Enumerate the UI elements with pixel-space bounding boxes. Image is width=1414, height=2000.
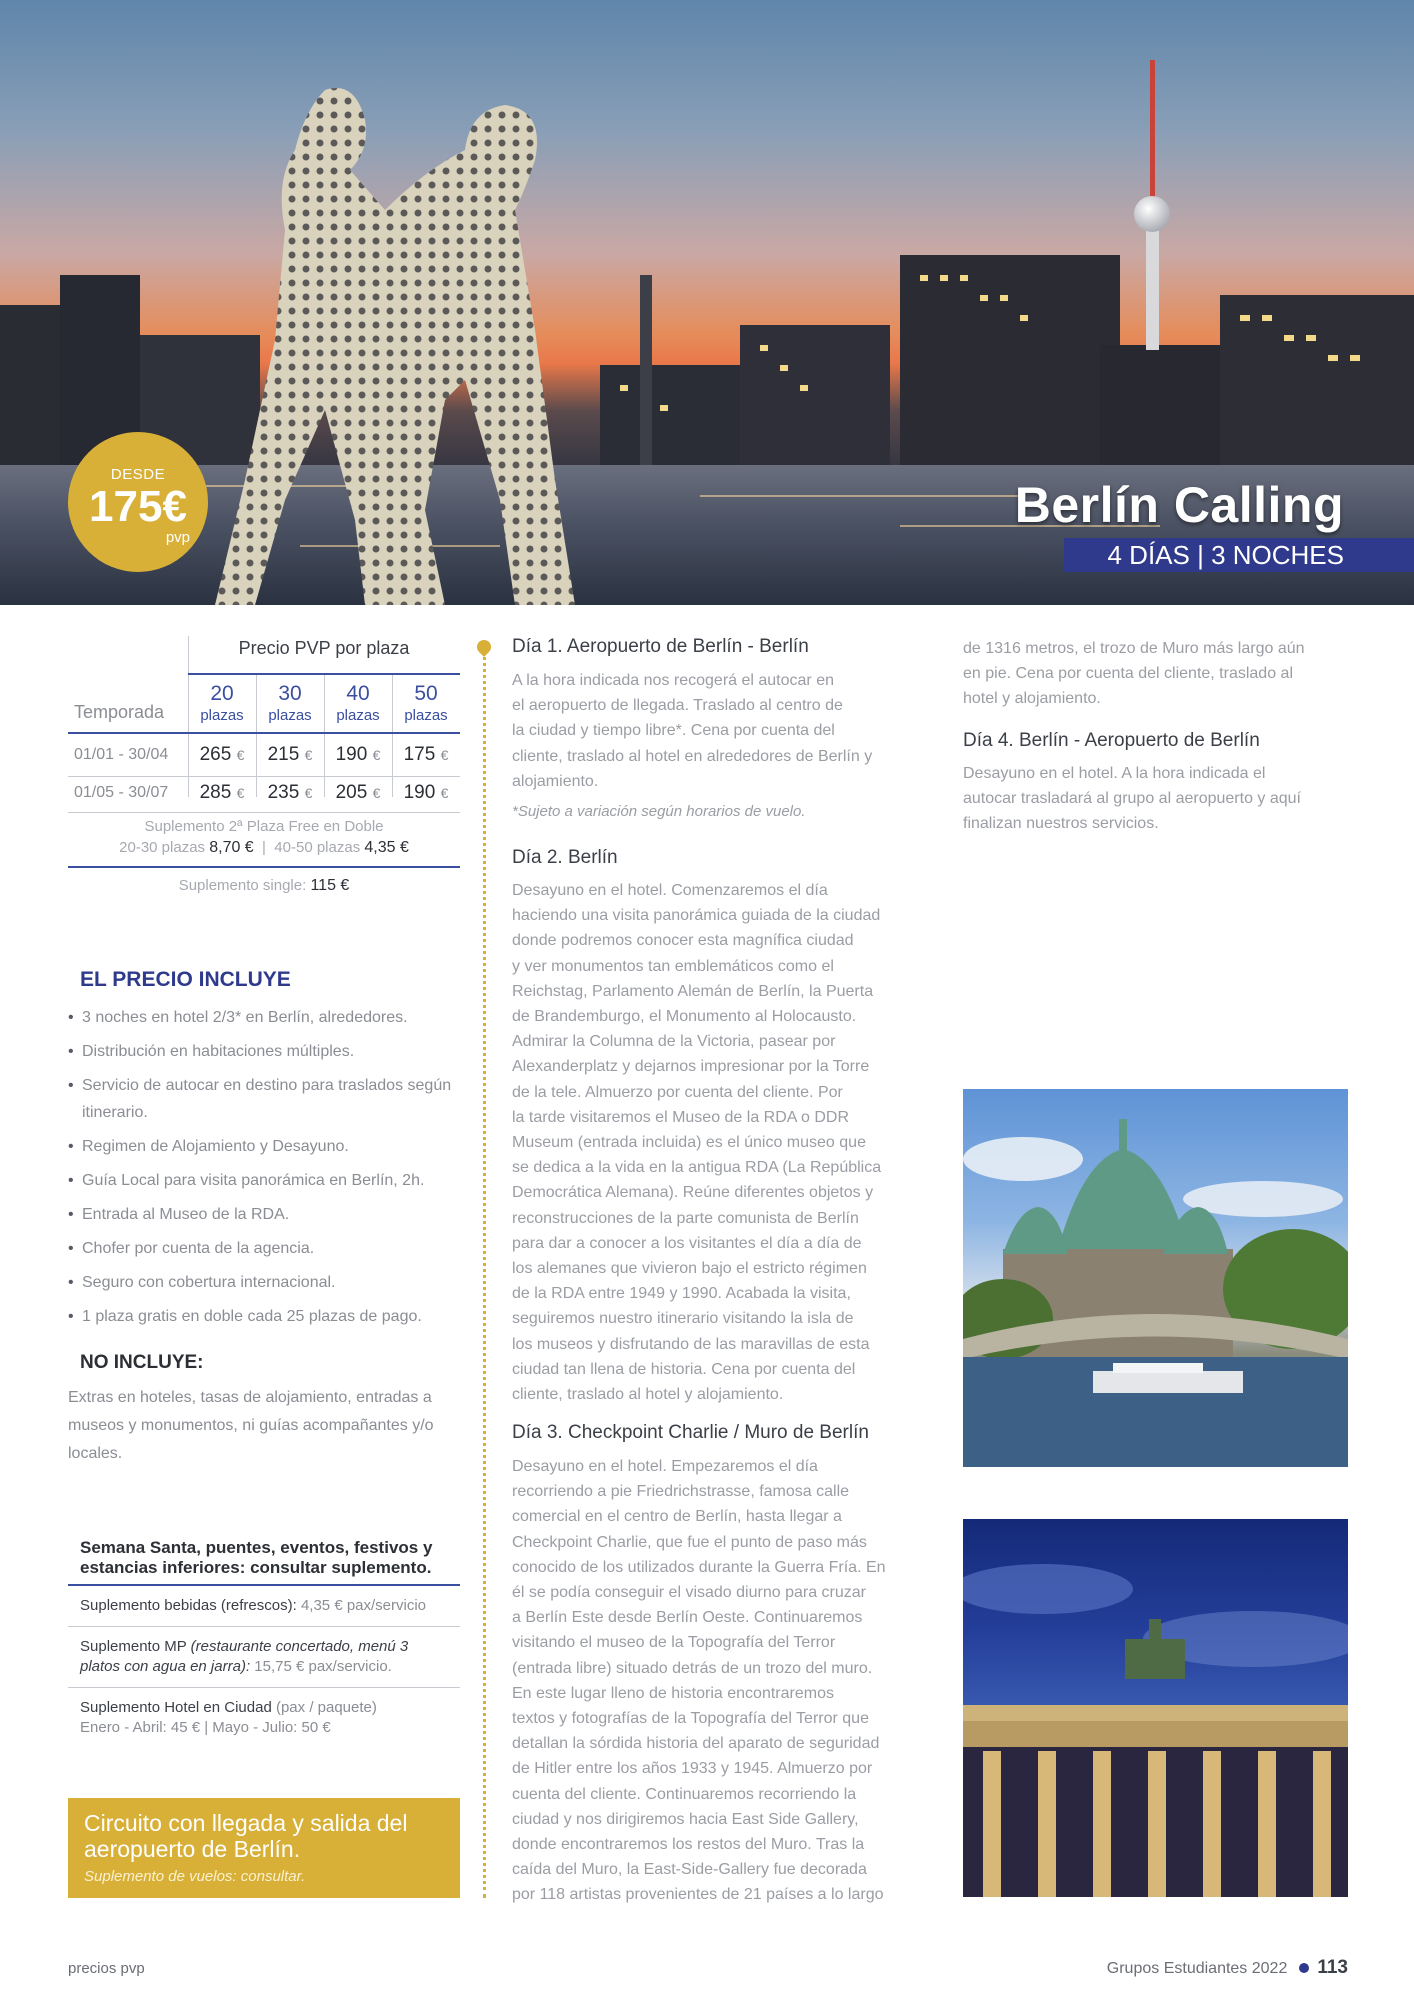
footer-left-label: precios pvp — [68, 1960, 145, 1977]
day2-text: Desayuno en el hotel. Comenzaremos el día haciendo una visita panorámica guiada de la ciudad donde podremos conocer esta magnífica ciudad y ver monumentos tan emblemáticos como el Reichstag, Parlamento Alemán de Berlín, la Puerta de Brandemburgo, el Monumento al Holocausto. Admirar la Columna de la Victoria, pasear por Alexanderplatz y dejarnos impresionar por la Torre de la tele. Almuerzo por cuenta del cliente. Por la tarde visitaremos el Museo de la RDA o DDR Museum (entrada incluida) es el único museo que se dedica a la vida en la antigua RDA (La República Democrática Alemana). Reúne diferentes objetos y reconstrucciones de la parte comunista de Berlín para dar a conocer a los visitantes el día a día de los alemanes que vivieron bajo el estricto régimen de la RDA entre 1949 y 1990. Acabada la visita, seguiremos nuestro itinerario visitando la isla de los museos y disfrutando de las maravillas de esta ciudad tan llena de historia. Cena por cuenta del cliente, traslado al hotel y alojamiento. — [512, 882, 882, 1404]
circuit-callout — [68, 1798, 460, 1898]
footer-publication-label: Grupos Estudiantes 2022 — [1106, 1960, 1288, 1977]
badge-pvp-label: pvp — [165, 529, 190, 546]
city-skyline-illustration — [0, 215, 1414, 475]
footer-right — [1107, 1957, 1348, 1979]
day3-continuation: de 1316 metros, el trozo de Muro más largo aún en pie. Cena por cuenta del cliente, traslado al hotel y alojamiento. — [963, 640, 1305, 708]
tv-tower-spire — [1150, 60, 1155, 210]
brandenburg-gate-photo — [963, 1519, 1348, 1897]
circuit-subtitle: Suplemento de vuelos: consultar. — [84, 1868, 306, 1885]
single-supplement: Suplemento single: 115 € — [178, 877, 350, 894]
season-row-2: 01/05 - 30/07 — [74, 784, 169, 801]
page-title: Berlín Calling — [1014, 477, 1344, 533]
list-item: • 3 noches en hotel 2/3* en Berlín, alrededores. — [68, 1004, 460, 1031]
price-cell: 235 € — [267, 782, 313, 803]
price-table-header: Precio PVP por plaza — [238, 638, 410, 658]
list-item: • Seguro con cobertura internacional. — [68, 1269, 460, 1296]
supplement-city-hotel: Suplemento Hotel en Ciudad (pax / paquete) Enero - Abril: 45 € | Mayo - Julio: 50 € — [80, 1699, 377, 1736]
price-badge — [68, 432, 208, 572]
badge-amount: 175€ — [89, 482, 187, 531]
price-cell: 205 € — [335, 782, 381, 803]
day3-text: Desayuno en el hotel. Empezaremos el día recorriendo a pie Friedrichstrasse, famosa calle comercial en el centro de Berlín, hasta llegar a Checkpoint Charlie, que fue el punto de paso más conocido de los utilizados durante la Guerra Fría. En él se podía conseguir el visado diurno para cruzar a Berlín Este desde Berlín Oeste. Continuaremos visitando el museo de la Topografía del Terror (entrada libre) situado detrás de un trozo del muro. En este lugar lleno de historia encontraremos textos y fotografías de la Topografía del Terror que detallan la sórdida historia del aparato de seguridad de Hitler entre los años 1933 y 1945. Almuerzo por cuenta del cliente. Continuaremos recorriendo la ciudad y nos dirigiremos hacia East Side Gallery, donde encontraremos los restos del Muro. Tras la caída del Muro, la East-Side-Gallery fue decorada por 118 artistas provenientes de 21 países a lo largo — [512, 1458, 886, 1904]
day4-text: Desayuno en el hotel. A la hora indicada el autocar trasladará al grupo al aeropuerto y aquí finalizan nuestros servicios. — [963, 765, 1301, 833]
column-header-50: 50 plazas — [404, 682, 448, 724]
molecule-man-statue — [215, 80, 605, 605]
day2-title: Día 2. Berlín — [512, 847, 618, 868]
list-item: • Guía Local para visita panorámica en Berlín, 2h. — [68, 1167, 460, 1194]
supplement-free-place-label: Suplemento 2ª Plaza Free en Doble — [144, 818, 384, 835]
price-cell: 175 € — [403, 744, 449, 765]
supplement-half-board: Suplemento MP (restaurante concertado, menú 3 platos con agua en jarra): 15,75 € pax/servicio. — [68, 1627, 460, 1688]
day3-title: Día 3. Checkpoint Charlie / Muro de Berlín — [512, 1422, 869, 1443]
list-item: • Servicio de autocar en destino para traslados según itinerario. — [68, 1072, 460, 1126]
column-header-20: 20 plazas — [200, 682, 244, 724]
list-item: • Chofer por cuenta de la agencia. — [68, 1235, 460, 1262]
itinerary-divider — [483, 650, 486, 1898]
column-header-40: 40 plazas — [336, 682, 380, 724]
list-item: • Distribución en habitaciones múltiples. — [68, 1038, 460, 1065]
not-included-heading: NO INCLUYE: — [80, 1352, 204, 1373]
price-cell: 190 € — [403, 782, 449, 803]
price-cell: 285 € — [199, 782, 245, 803]
season-row-1: 01/01 - 30/04 — [74, 746, 169, 763]
season-column-label: Temporada — [74, 702, 165, 722]
list-item: • 1 plaza gratis en doble cada 25 plazas de pago. — [68, 1303, 460, 1330]
price-cell: 215 € — [267, 744, 313, 765]
hero-photo — [0, 0, 1414, 605]
price-cell: 265 € — [199, 744, 245, 765]
supplement-drinks: Suplemento bebidas (refrescos): 4,35 € pax/servicio — [68, 1586, 460, 1627]
day1-text: A la hora indicada nos recogerá el autocar en el aeropuerto de llegada. Traslado al centro de la ciudad y tiempo libre*. Cena por cuenta del cliente, traslado al hotel en alrededores de Berlín y alojamiento. — [512, 672, 873, 790]
page-number: 113 — [1317, 1957, 1348, 1978]
berlin-cathedral-photo — [963, 1089, 1348, 1467]
column-header-30: 30 plazas — [268, 682, 312, 724]
includes-list — [68, 1004, 460, 1337]
price-cell: 190 € — [335, 744, 381, 765]
supplement-free-place-values: 20-30 plazas 8,70 € | 40-50 plazas 4,35 € — [119, 839, 409, 856]
supplements-heading: Semana Santa, puentes, eventos, festivos y estancias inferiores: consultar suplemento. — [68, 1530, 460, 1586]
duration-bar: 4 DÍAS | 3 NOCHES — [1064, 538, 1414, 572]
day1-title: Día 1. Aeropuerto de Berlín - Berlín — [512, 636, 809, 657]
day1-note: *Sujeto a variación según horarios de vuelo. — [512, 803, 806, 820]
circuit-title: Circuito con llegada y salida del aeropuerto de Berlín. — [84, 1810, 408, 1862]
day4-title: Día 4. Berlín - Aeropuerto de Berlín — [963, 730, 1260, 751]
supplements-box — [68, 1530, 460, 1748]
list-item: • Entrada al Museo de la RDA. — [68, 1201, 460, 1228]
bullet-dot-icon — [1299, 1963, 1309, 1973]
list-item: • Regimen de Alojamiento y Desayuno. — [68, 1133, 460, 1160]
not-included-text: Extras en hoteles, tasas de alojamiento, entradas a museos y monumentos, ni guías acompañantes y/o locales. — [68, 1389, 434, 1462]
includes-heading: EL PRECIO INCLUYE — [80, 968, 291, 991]
tv-tower-sphere — [1134, 196, 1170, 232]
badge-from-label: DESDE — [110, 466, 166, 483]
